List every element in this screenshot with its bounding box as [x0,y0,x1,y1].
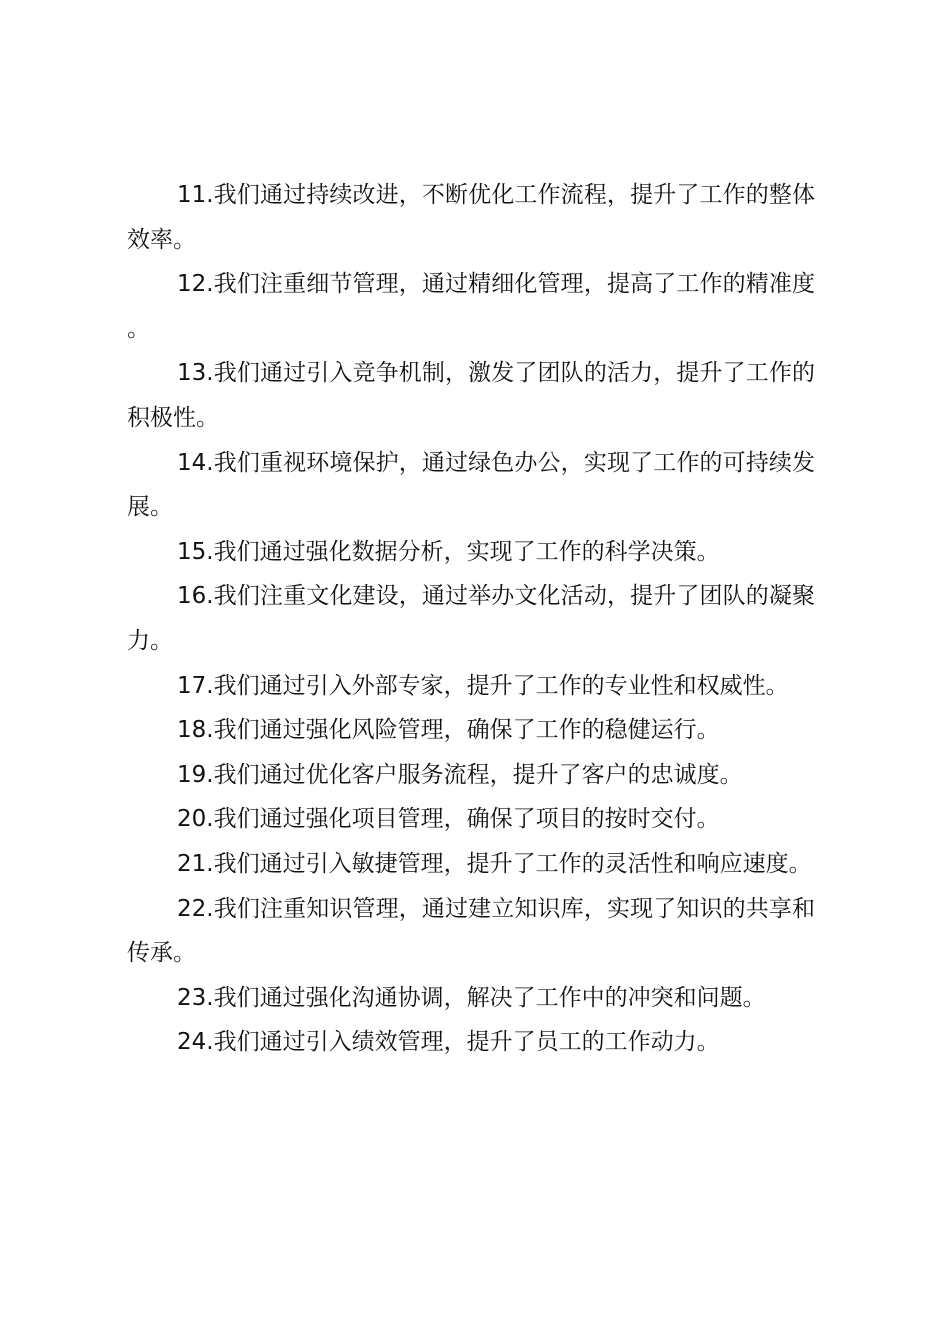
paragraph-15: 15.我们通过强化数据分析，实现了工作的科学决策。 [177,538,720,565]
paragraph-22: 22.我们注重知识管理，通过建立知识库，实现了知识的共享和传承。 [127,895,815,967]
document-body [127,173,815,1065]
paragraph-24: 24.我们通过引入绩效管理，提升了员工的工作动力。 [177,1029,720,1056]
paragraph-13: 13.我们通过引入竞争机制，激发了团队的活力，提升了工作的积极性。 [127,360,815,431]
paragraph-18: 18.我们通过强化风险管理，确保了工作的稳健运行。 [177,717,720,744]
paragraph-14: 14.我们重视环境保护，通过绿色办公，实现了工作的可持续发展。 [127,449,815,521]
paragraph-20: 20.我们通过强化项目管理，确保了项目的按时交付。 [177,806,720,833]
paragraph-16: 16.我们注重文化建设，通过举办文化活动，提升了团队的凝聚力。 [127,583,815,654]
paragraph-17: 17.我们通过引入外部专家，提升了工作的专业性和权威性。 [177,672,789,699]
paragraph-23: 23.我们通过强化沟通协调，解决了工作中的冲突和问题。 [177,984,766,1011]
paragraph-11: 11.我们通过持续改进，不断优化工作流程，提升了工作的整体效率。 [127,182,815,253]
paragraph-19: 19.我们通过优化客户服务流程，提升了客户的忠诚度。 [177,761,743,788]
paragraph-21: 21.我们通过引入敏捷管理，提升了工作的灵活性和响应速度。 [177,850,812,877]
paragraph-12: 12.我们注重细节管理，通过精细化管理，提高了工作的精准度。 [127,271,815,342]
